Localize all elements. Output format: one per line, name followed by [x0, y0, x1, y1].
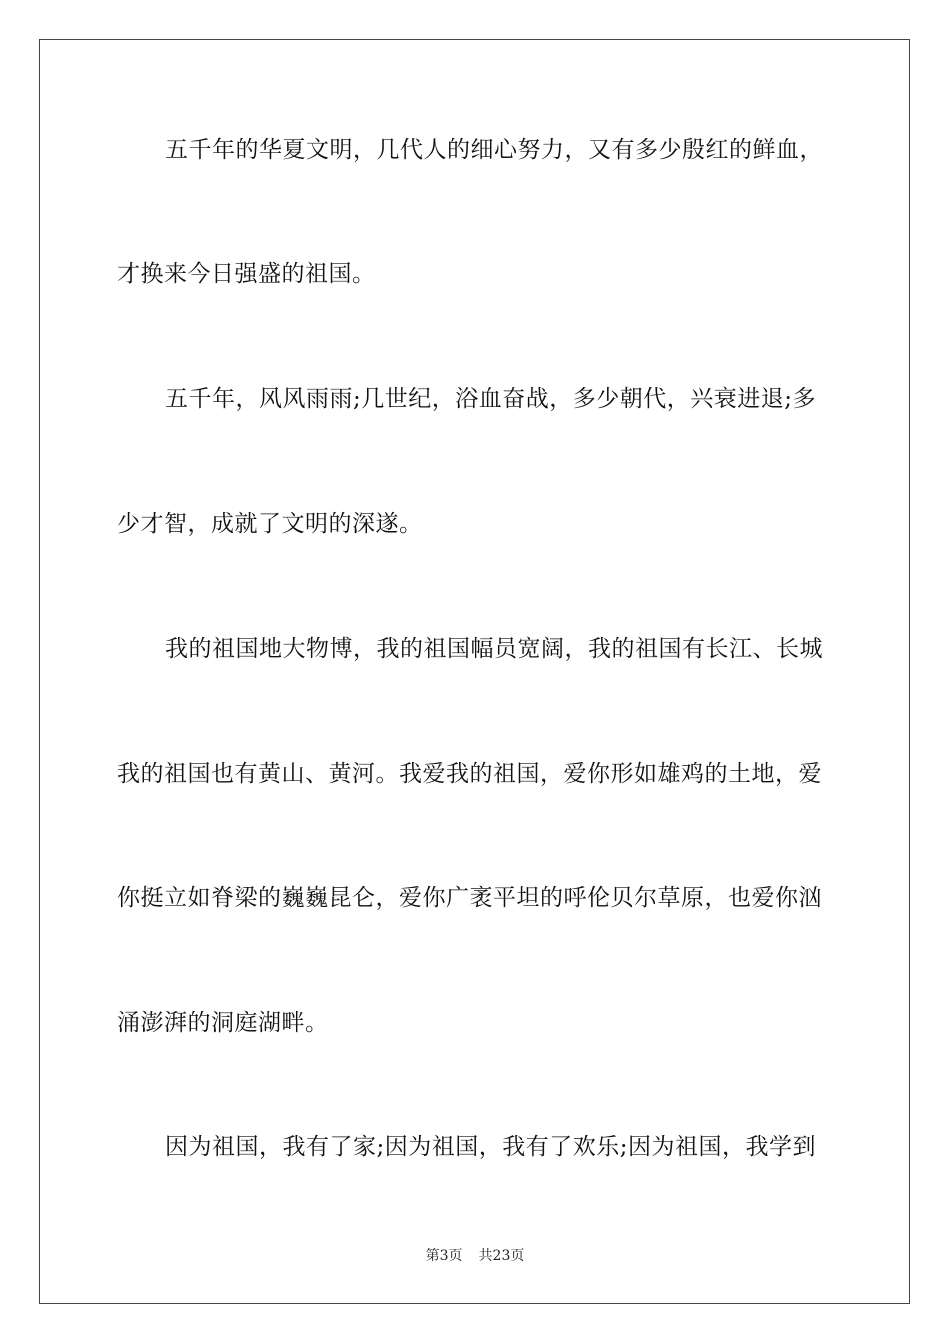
page-frame [39, 39, 910, 1304]
page-footer [0, 1245, 950, 1265]
paragraph-line: 涌澎湃的洞庭湖畔。 [117, 1010, 329, 1036]
paragraph-line: 因为祖国，我有了家;因为祖国，我有了欢乐;因为祖国，我学到 [165, 1134, 816, 1160]
paragraph-line: 少才智，成就了文明的深遂。 [117, 511, 423, 537]
paragraph-line: 我的祖国也有黄山、黄河。我爱我的祖国，爱你形如雄鸡的土地，爱 [117, 761, 822, 787]
paragraph-line: 五千年的华夏文明，几代人的细心努力，又有多少殷红的鲜血， [165, 137, 823, 163]
paragraph-line: 才换来今日强盛的祖国。 [117, 261, 376, 287]
paragraph-line: 五千年，风风雨雨;几世纪，浴血奋战，多少朝代，兴衰进退;多 [165, 386, 816, 412]
page-number: 第3页 [425, 1248, 463, 1264]
total-pages: 共23页 [478, 1248, 525, 1264]
paragraph-line: 你挺立如脊梁的巍巍昆仑，爱你广袤平坦的呼伦贝尔草原，也爱你汹 [117, 885, 822, 911]
paragraph-line: 我的祖国地大物博，我的祖国幅员宽阔，我的祖国有长江、长城 [165, 636, 823, 662]
